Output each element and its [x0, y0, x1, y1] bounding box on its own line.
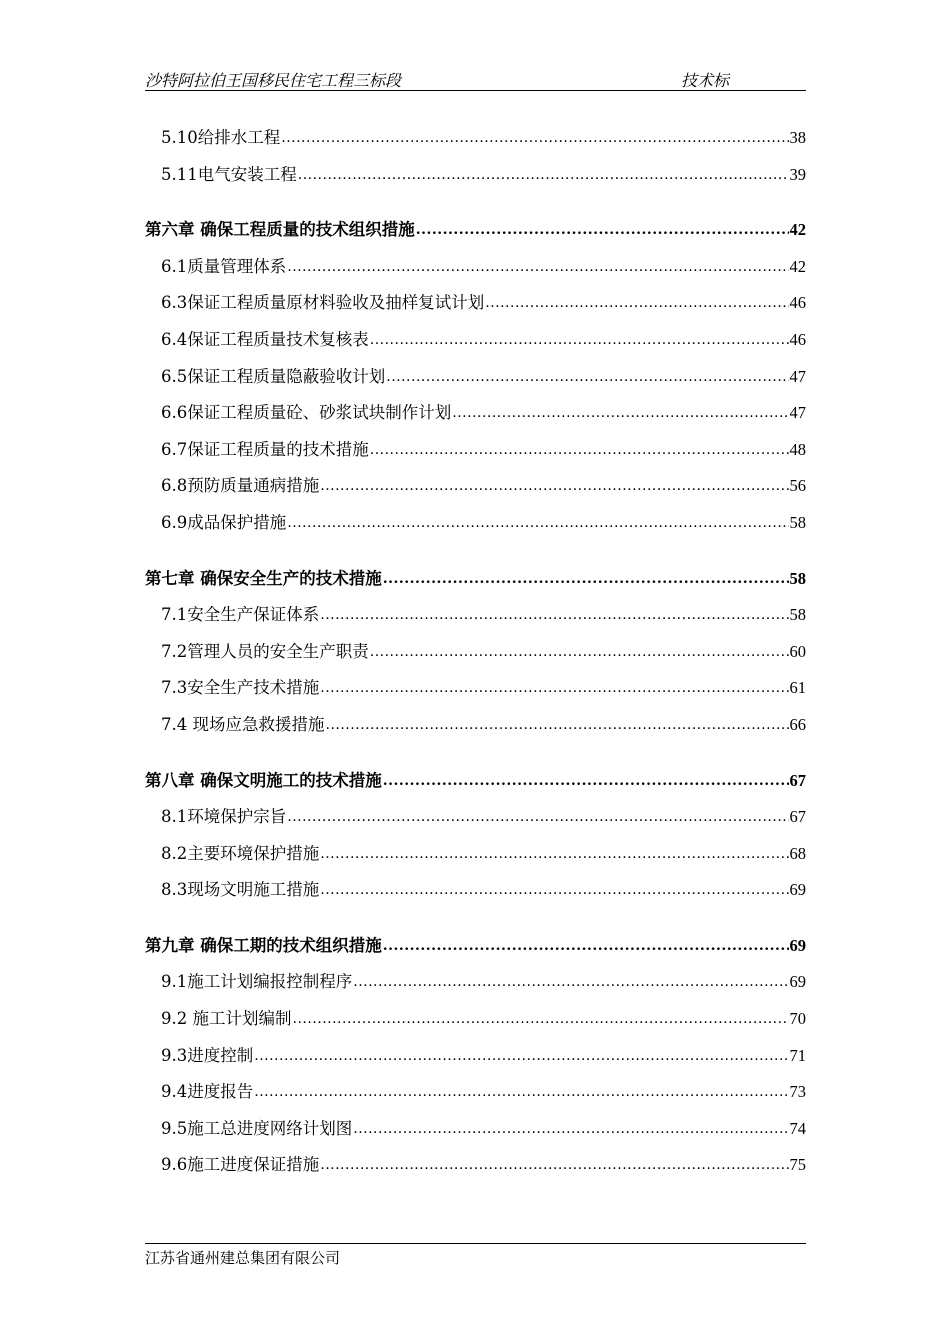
toc-dot-leader: [320, 879, 788, 897]
toc-entry-label: 7.2管理人员的安全生产职责: [161, 641, 369, 661]
toc-section-entry[interactable]: [145, 802, 806, 839]
toc-entry-label: 5.10给排水工程: [161, 128, 281, 147]
toc-entry-page-number: 38: [789, 128, 806, 147]
toc-entry-label: 9.6施工进度保证措施: [161, 1155, 320, 1175]
toc-entry-page-number: 42: [789, 220, 806, 240]
toc-dot-leader: [383, 770, 789, 788]
toc-dot-leader: [254, 1081, 788, 1099]
toc-entry-page-number: 74: [789, 1118, 806, 1138]
toc-entry-label: 6.4保证工程质量技术复核表: [161, 329, 369, 349]
toc-section-entry[interactable]: [145, 967, 806, 1004]
toc-section-entry[interactable]: [145, 325, 806, 362]
toc-section-entry[interactable]: [145, 600, 806, 637]
toc-dot-leader: [320, 677, 788, 695]
toc-dot-leader: [452, 402, 788, 420]
toc-entry-page-number: 47: [789, 403, 806, 423]
toc-entry-page-number: 70: [789, 1009, 806, 1029]
toc-section-entry[interactable]: [145, 1041, 806, 1078]
toc-section-entry[interactable]: [145, 160, 806, 197]
footer-company: 江苏省通州建总集团有限公司: [145, 1249, 341, 1267]
toc-dot-leader: [320, 604, 788, 622]
toc-entry-page-number: 46: [789, 293, 806, 313]
toc-entry-page-number: 71: [789, 1045, 806, 1065]
toc-dot-leader: [287, 806, 788, 824]
toc-section-entry[interactable]: [145, 1114, 806, 1151]
toc-entry-label: 5.11电气安装工程: [161, 164, 297, 184]
toc-entry-label: 9.5施工总进度网络计划图: [161, 1118, 353, 1138]
toc-dot-leader: [287, 512, 788, 530]
toc-entry-page-number: 69: [789, 880, 806, 900]
toc-entry-page-number: 67: [789, 807, 806, 827]
toc-entry-page-number: 68: [789, 843, 806, 863]
toc-entry-page-number: 42: [789, 256, 806, 276]
toc-section-entry[interactable]: [145, 435, 806, 472]
toc-entry-label: 6.6保证工程质量砼、砂浆试块制作计划: [161, 403, 452, 423]
toc-section-entry[interactable]: [145, 471, 806, 508]
toc-entry-page-number: 69: [789, 935, 806, 955]
toc-entry-page-number: 66: [789, 714, 806, 734]
toc-dot-leader: [281, 127, 788, 145]
toc-section-entry[interactable]: [145, 508, 806, 545]
toc-dot-leader: [383, 568, 789, 586]
toc-entry-label: 7.1安全生产保证体系: [161, 605, 320, 625]
toc-entry-label: 8.1环境保护宗旨: [161, 807, 287, 827]
toc-entry-label: 6.3保证工程质量原材料验收及抽样复试计划: [161, 293, 485, 313]
toc-section-entry[interactable]: [145, 1004, 806, 1041]
toc-entry-page-number: 60: [789, 641, 806, 661]
toc-section-entry[interactable]: [145, 1150, 806, 1187]
toc-dot-leader: [383, 935, 789, 953]
header-project-title: 沙特阿拉伯王国移民住宅工程三标段: [145, 71, 402, 90]
toc-chapter-entry[interactable]: [145, 931, 806, 968]
toc-entry-page-number: 73: [789, 1082, 806, 1102]
toc-entry-label: 8.3现场文明施工措施: [161, 880, 320, 900]
toc-dot-leader: [370, 439, 789, 457]
toc-entry-page-number: 58: [789, 568, 806, 588]
toc-entry-page-number: 46: [789, 329, 806, 349]
toc-entry-label: 6.8预防质量通病措施: [161, 476, 320, 496]
toc-section-entry[interactable]: [145, 362, 806, 399]
toc-entry-label: 6.5保证工程质量隐蔽验收计划: [161, 366, 386, 386]
toc-entry-page-number: 47: [789, 366, 806, 386]
toc-chapter-entry[interactable]: [145, 215, 806, 252]
toc-entry-label: 9.3进度控制: [161, 1045, 254, 1065]
toc-entry-page-number: 48: [789, 439, 806, 459]
toc-dot-leader: [298, 164, 789, 182]
toc-entry-label: 第九章 确保工期的技术组织措施: [145, 935, 382, 955]
toc-entry-label: 第八章 确保文明施工的技术措施: [145, 770, 382, 790]
toc-entry-label: 9.1施工计划编报控制程序: [161, 972, 353, 992]
toc-entry-label: 7.4 现场应急救援措施: [161, 714, 325, 734]
toc-section-entry[interactable]: [145, 673, 806, 710]
toc-entry-page-number: 56: [789, 476, 806, 496]
toc-dot-leader: [353, 971, 788, 989]
toc-dot-leader: [287, 256, 788, 274]
toc-entry-page-number: 58: [789, 605, 806, 625]
toc-entry-page-number: 39: [789, 164, 806, 184]
toc-section-entry[interactable]: [145, 875, 806, 912]
toc-entry-page-number: 67: [789, 770, 806, 790]
toc-entry-label: 第六章 确保工程质量的技术组织措施: [145, 220, 415, 240]
toc-entry-page-number: 58: [789, 512, 806, 532]
toc-dot-leader: [254, 1045, 788, 1063]
toc-dot-leader: [386, 366, 788, 384]
toc-dot-leader: [416, 219, 789, 237]
toc-entry-label: 9.2 施工计划编制: [161, 1009, 292, 1029]
toc-dot-leader: [353, 1118, 788, 1136]
toc-section-entry[interactable]: [145, 398, 806, 435]
toc-entry-label: 7.3安全生产技术措施: [161, 678, 320, 698]
toc-dot-leader: [320, 843, 788, 861]
toc-dot-leader: [320, 1154, 788, 1172]
toc-entry-label: 8.2主要环境保护措施: [161, 843, 320, 863]
toc-entry-label: 第七章 确保安全生产的技术措施: [145, 568, 382, 588]
toc-section-entry[interactable]: [145, 252, 806, 289]
toc-chapter-entry[interactable]: [145, 766, 806, 803]
page-header: [145, 66, 806, 91]
toc-dot-leader: [293, 1008, 789, 1026]
toc-dot-leader: [370, 329, 789, 347]
header-doc-type: 技术标: [681, 71, 730, 90]
toc-entry-label: 6.1质量管理体系: [161, 256, 287, 276]
toc-entry-page-number: 75: [789, 1155, 806, 1175]
toc-entry-label: 6.9成品保护措施: [161, 512, 287, 532]
toc-dot-leader: [320, 475, 788, 493]
toc-dot-leader: [326, 714, 789, 732]
toc-entry-page-number: 61: [789, 678, 806, 698]
toc-section-entry[interactable]: [145, 637, 806, 674]
toc-section-entry[interactable]: [145, 123, 806, 160]
toc-entry-page-number: 69: [789, 972, 806, 992]
toc-section-entry[interactable]: [145, 839, 806, 876]
toc-section-entry[interactable]: [145, 288, 806, 325]
toc-dot-leader: [370, 641, 789, 659]
table-of-contents: [145, 123, 806, 1187]
page-footer: [145, 1243, 806, 1268]
toc-entry-label: 9.4进度报告: [161, 1082, 254, 1102]
toc-section-entry[interactable]: [145, 1077, 806, 1114]
toc-chapter-entry[interactable]: [145, 564, 806, 601]
toc-section-entry[interactable]: [145, 710, 806, 747]
toc-dot-leader: [485, 292, 788, 310]
toc-entry-label: 6.7保证工程质量的技术措施: [161, 439, 369, 459]
